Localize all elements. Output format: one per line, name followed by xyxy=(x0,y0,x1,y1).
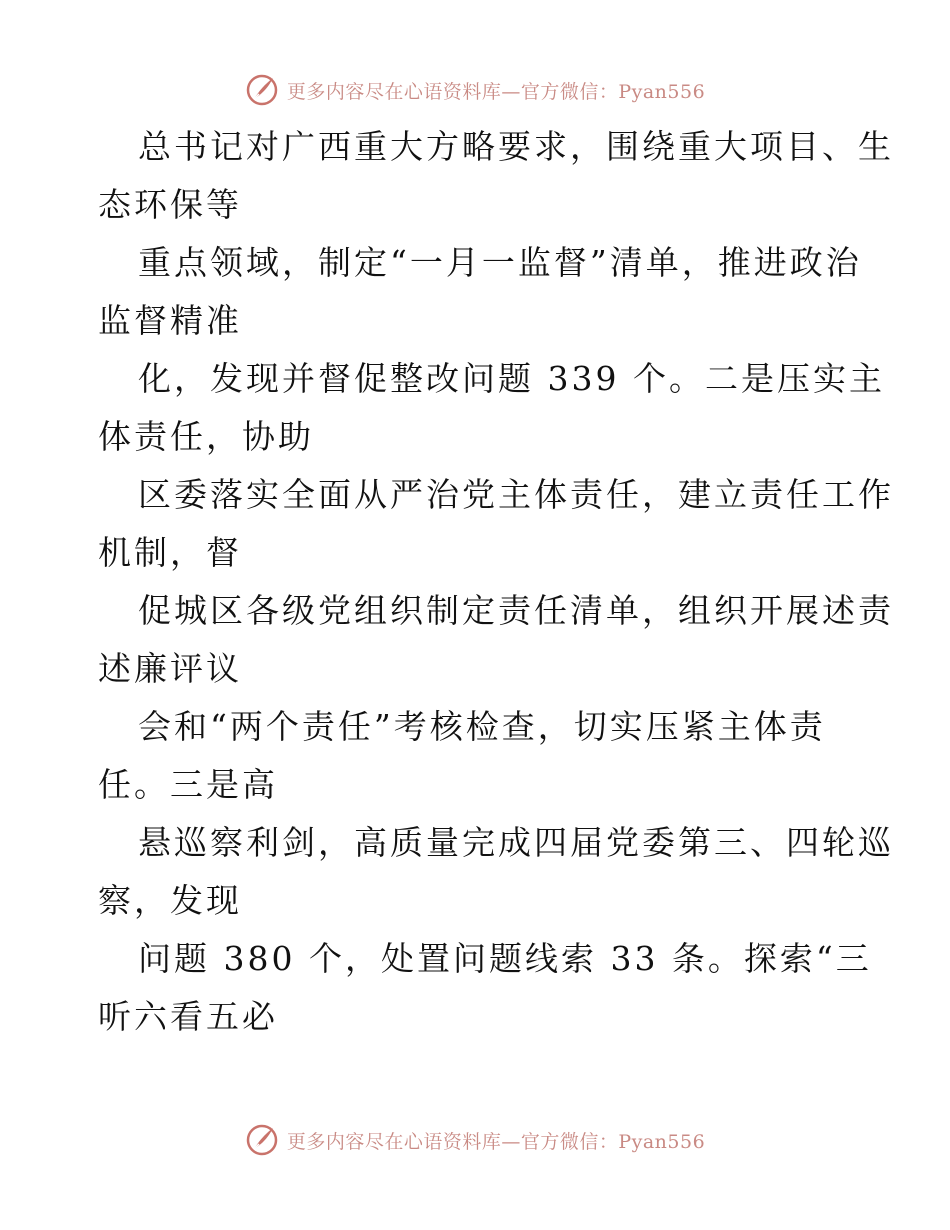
watermark-text: 更多内容尽在心语资料库—官方微信：Pyan556 xyxy=(286,80,706,103)
footer-watermark xyxy=(0,1120,950,1160)
text-line: 体责任，协助 xyxy=(98,417,314,456)
text-line: 态环保等 xyxy=(98,185,242,224)
text-line: 化，发现并督促整改问题 339 个。二是压实主 xyxy=(138,359,885,398)
text-line: 问题 380 个，处置问题线索 33 条。探索“三 xyxy=(138,939,872,978)
text-line: 监督精准 xyxy=(98,301,242,340)
quill-logo-icon xyxy=(245,1123,279,1157)
text-line: 总书记对广西重大方略要求，围绕重大项目、生 xyxy=(138,127,894,166)
text-line: 区委落实全面从严治党主体责任，建立责任工作 xyxy=(138,475,894,514)
watermark-text: 更多内容尽在心语资料库—官方微信：Pyan556 xyxy=(286,1130,706,1153)
text-line: 悬巡察利剑，高质量完成四届党委第三、四轮巡 xyxy=(138,823,894,862)
text-line: 重点领域，制定“一月一监督”清单，推进政治 xyxy=(138,243,862,282)
text-line: 会和“两个责任”考核检查，切实压紧主体责 xyxy=(138,707,826,746)
document-body xyxy=(98,118,894,1046)
quill-logo-icon xyxy=(245,73,279,107)
text-line: 述廉评议 xyxy=(98,649,242,688)
text-line: 察，发现 xyxy=(98,881,242,920)
header-watermark xyxy=(0,70,950,110)
text-line: 听六看五必 xyxy=(98,997,278,1036)
text-line: 机制，督 xyxy=(98,533,242,572)
text-line: 促城区各级党组织制定责任清单，组织开展述责 xyxy=(138,591,894,630)
text-line: 任。三是高 xyxy=(98,765,278,804)
